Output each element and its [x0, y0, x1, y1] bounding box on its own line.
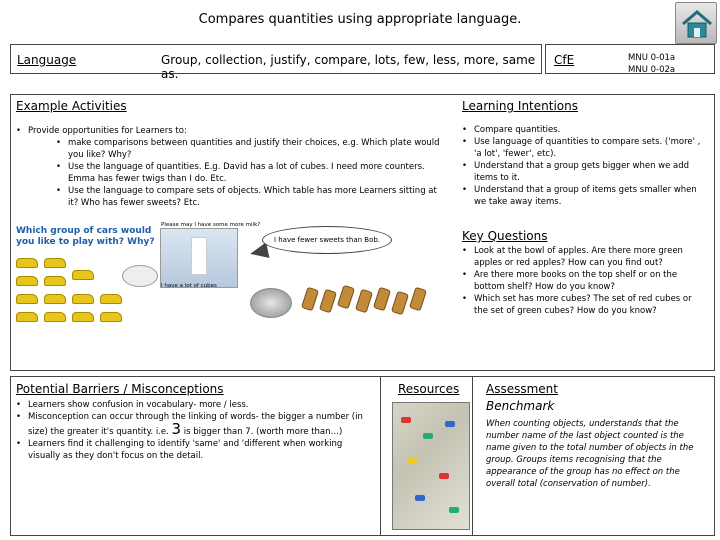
example-activities-heading: Example Activities [16, 99, 127, 113]
home-icon [676, 3, 718, 45]
assessment-heading: Assessment [486, 382, 558, 396]
list-item: • Compare quantities. [462, 124, 707, 136]
photo-caption: Which group of cars would you like to play with? Why? [16, 226, 155, 247]
big-number: 3 [171, 420, 182, 438]
example-activities-sublist [56, 137, 446, 209]
bowl-photo [250, 288, 292, 318]
list-item: • Use language of quantities to compare sets. ('more' , 'a lot', 'fewer', etc). [462, 136, 707, 160]
list-item: • Use the language to compare sets of objects. Which table has more Learners sitting at it? Who has fewer sweets? Etc. [56, 185, 446, 209]
cfe-codes [628, 52, 675, 76]
list-item: • Understand that a group gets bigger when we add items to it. [462, 160, 707, 184]
list-item: • Look at the bowl of apples. Are there more green apples or red apples? How can you find out? [462, 245, 707, 269]
cfe-label: CfE [554, 53, 575, 67]
cfe-code: MNU 0-02a [628, 65, 676, 75]
cfe-row [545, 44, 715, 74]
home-button[interactable] [675, 2, 717, 44]
list-item: • Understand that a group of items gets smaller when we take away items. [462, 184, 707, 208]
barriers-list [16, 399, 376, 462]
benchmark-heading: Benchmark [486, 399, 555, 413]
learning-intentions-heading: Learning Intentions [462, 99, 578, 113]
language-label: Language [17, 53, 77, 67]
sweets-photo [300, 280, 440, 320]
list-item: • Use the language of quantities. E.g. David has a lot of cubes. I need more counters. Emma has fewer twigs than I do. Etc. [56, 161, 446, 185]
resources-heading: Resources [398, 382, 460, 396]
milk-photo [160, 228, 238, 288]
photo-note: I have a lot of cubes [161, 283, 217, 289]
benchmark-text: When counting objects, understands that the number name of the last object counted is the name given to the total number of objects in the group. Groups items recognising that the appearance of the group has no effect on the overall total (conservation of number). [486, 419, 694, 489]
list-item: • Learners find it challenging to identify 'same' and 'different when working visually as they don't focus on the detail. [16, 438, 376, 462]
list-item: • Misconception can occur through the linking of words- the bigger a number (in size) the greater it's quantity. i.e. 3 is bigger than 7. (worth more than…) [16, 411, 376, 438]
key-questions-list [462, 245, 707, 317]
list-item: • make comparisons between quantities and justify their choices, e.g. Which plate would you like? Why? [56, 137, 446, 161]
list-item: • Are there more books on the top shelf or on the bottom shelf? How do you know? [462, 269, 707, 293]
example-activities-list [16, 125, 446, 209]
cfe-code: MNU 0-01a [628, 53, 676, 63]
cars-photo [14, 250, 126, 332]
resources-photo [392, 402, 470, 530]
list-item: • Provide opportunities for Learners to: • make comparisons between quantities and justify their choices, e.g. Which plate would you like? Why? • Use the language of quantities. E.g. David has a lot of cubes. I need more counters. Emma has fewer twigs than I do. Etc. • Use the language to compare sets of objects. Which table has more Learners sitting at it? Who has fewer sweets? Etc. [16, 125, 446, 209]
photo-note: Please may I have some more milk? [161, 222, 261, 228]
toy-animal-photo [122, 265, 158, 287]
page-title: Compares quantities using appropriate language. [198, 12, 522, 27]
learning-intentions-list [462, 124, 707, 208]
divider [472, 376, 473, 536]
divider [380, 376, 381, 536]
language-words: Group, collection, justify, compare, lots, few, less, more, same as. [161, 53, 536, 81]
list-item: • Which set has more cubes? The set of red cubes or the set of green cubes? How do you know? [462, 293, 707, 317]
key-questions-heading: Key Questions [462, 229, 548, 243]
language-row [10, 44, 542, 81]
speech-bubble: I have fewer sweets than Bob. [262, 226, 392, 254]
list-item: • Learners show confusion in vocabulary- more / less. [16, 399, 376, 411]
barriers-heading: Potential Barriers / Misconceptions [16, 382, 224, 396]
